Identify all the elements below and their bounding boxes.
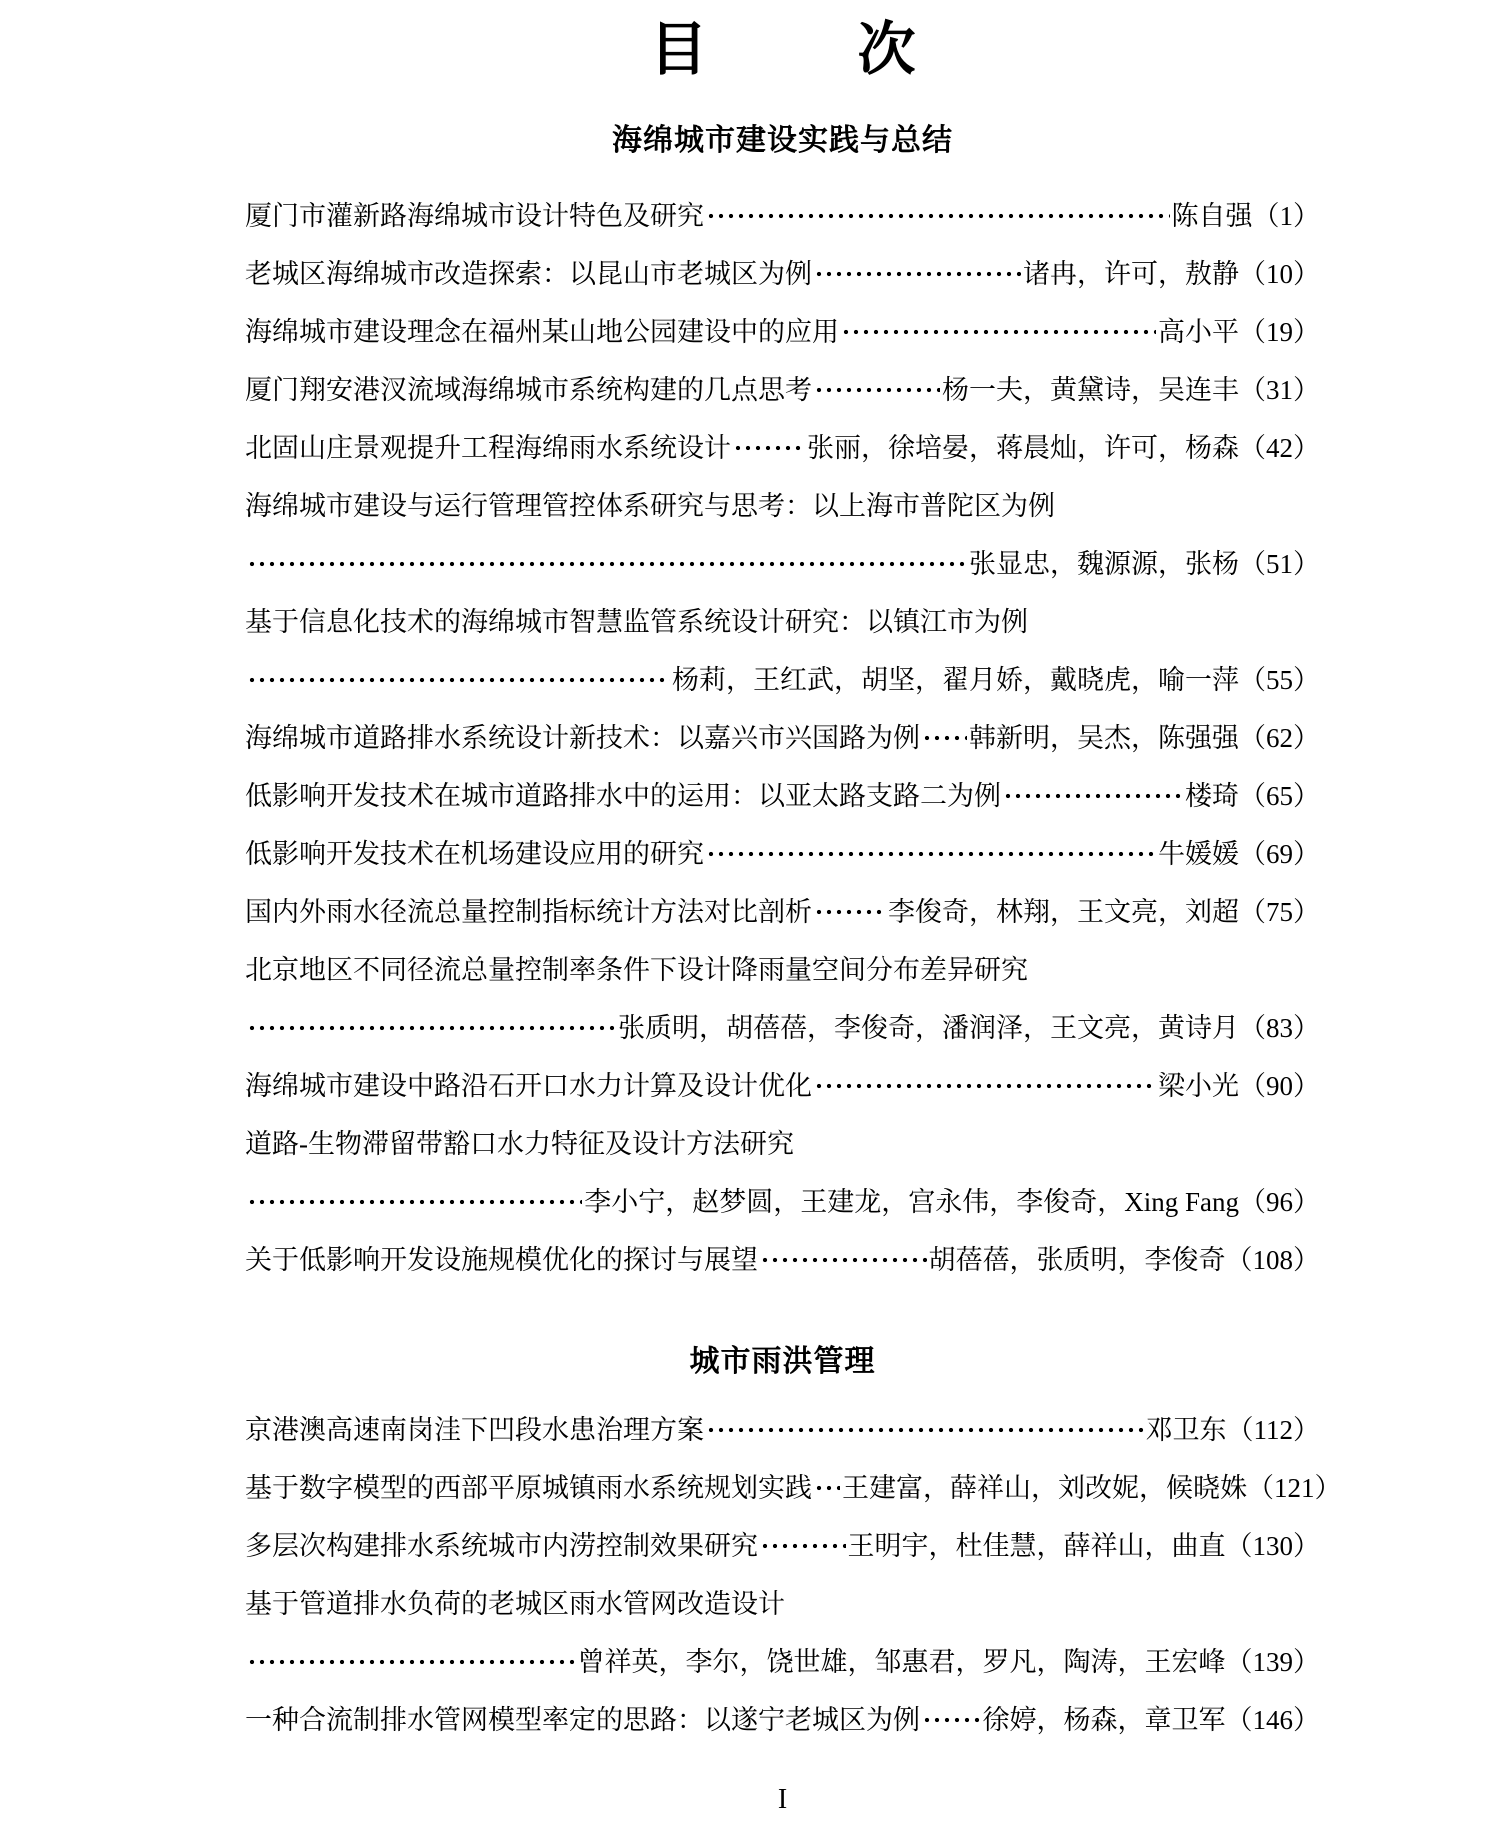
dot-leader: [814, 1057, 1156, 1115]
toc-entry: [245, 187, 1320, 245]
entry-page-number: （75）: [1239, 897, 1320, 927]
entry-page-number: （139）: [1225, 1647, 1320, 1677]
toc-entry: [245, 1691, 1320, 1749]
toc-entry-title-line: [245, 593, 1320, 651]
dot-leader: [247, 651, 670, 709]
toc-entry-authors-line: [245, 1173, 1320, 1231]
dot-leader: [814, 361, 940, 419]
entry-page-number: （1）: [1252, 201, 1320, 231]
dot-leader: [706, 825, 1156, 883]
toc-entry: [245, 1231, 1320, 1289]
entry-authors: 张质明，胡蓓蓓，李俊奇，潘润泽，王文亮，黄诗月: [618, 1013, 1239, 1043]
entry-title: 基于信息化技术的海绵城市智慧监管系统设计研究：以镇江市为例: [245, 607, 1028, 637]
dot-leader: [814, 1459, 840, 1517]
entry-authors: 李俊奇，林翔，王文亮，刘超: [888, 897, 1239, 927]
entry-page-number: （65）: [1239, 781, 1320, 811]
footer-page-number: I: [777, 1784, 788, 1815]
entry-title: 低影响开发技术在机场建设应用的研究: [245, 839, 704, 869]
entry-authors: 杨一夫，黄黛诗，吴连丰: [942, 375, 1239, 405]
dot-leader: [1003, 767, 1183, 825]
entry-page-number: （121）: [1247, 1473, 1342, 1503]
entry-authors: 王建富，薛祥山，刘改妮，候晓姝: [842, 1473, 1247, 1503]
entry-page-number: （62）: [1239, 723, 1320, 753]
toc-entry-title-line: [245, 941, 1320, 999]
dot-leader: [760, 1231, 927, 1289]
entry-authors: 高小平: [1158, 317, 1239, 347]
entry-authors: 曾祥英，李尔，饶世雄，邹惠君，罗凡，陶涛，王宏峰: [577, 1647, 1226, 1677]
entry-title: 海绵城市建设中路沿石开口水力计算及设计优化: [245, 1071, 812, 1101]
dot-leader: [706, 1401, 1144, 1459]
entry-title: 基于管道排水负荷的老城区雨水管网改造设计: [245, 1589, 785, 1619]
entry-authors: 梁小光: [1158, 1071, 1239, 1101]
entry-title: 多层次构建排水系统城市内涝控制效果研究: [245, 1531, 758, 1561]
entry-page-number: （130）: [1225, 1531, 1320, 1561]
entry-title: 北固山庄景观提升工程海绵雨水系统设计: [245, 433, 731, 463]
toc-entry: [245, 419, 1320, 477]
toc-entry-authors-line: [245, 999, 1320, 1057]
entry-title: 厦门市灌新路海绵城市设计特色及研究: [245, 201, 704, 231]
page-title-char-1: 目: [649, 17, 708, 82]
entry-page-number: （69）: [1239, 839, 1320, 869]
entry-page-number: （112）: [1226, 1415, 1320, 1445]
dot-leader: [247, 535, 967, 593]
section-heading-sponge-city: 海绵城市建设实践与总结: [612, 124, 953, 157]
dot-leader: [922, 709, 967, 767]
entry-page-number: （42）: [1239, 433, 1320, 463]
entry-title: 老城区海绵城市改造探索：以昆山市老城区为例: [245, 259, 812, 289]
toc-entry: [245, 1517, 1320, 1575]
entry-title: 北京地区不同径流总量控制率条件下设计降雨量空间分布差异研究: [245, 955, 1028, 985]
toc-entry: [245, 709, 1320, 767]
entry-authors: 杨莉，王红武，胡坚，翟月娇，戴晓虎，喻一萍: [672, 665, 1239, 695]
entry-authors: 牛媛媛: [1158, 839, 1239, 869]
entry-title: 厦门翔安港汊流域海绵城市系统构建的几点思考: [245, 375, 812, 405]
entry-title: 关于低影响开发设施规模优化的探讨与展望: [245, 1245, 758, 1275]
entry-title: 一种合流制排水管网模型率定的思路：以遂宁老城区为例: [245, 1705, 920, 1735]
entry-page-number: （10）: [1239, 259, 1320, 289]
entry-authors: 张丽，徐培晏，蒋晨灿，许可，杨森: [807, 433, 1239, 463]
section-heading-urban-stormwater: 城市雨洪管理: [689, 1345, 876, 1378]
toc-entry: [245, 1401, 1320, 1459]
entry-authors: 张显忠，魏源源，张杨: [969, 549, 1239, 579]
entry-page-number: （146）: [1225, 1705, 1320, 1735]
entry-authors: 韩新明，吴杰，陈强强: [969, 723, 1239, 753]
dot-leader: [814, 245, 1021, 303]
dot-leader: [760, 1517, 846, 1575]
toc-entry-title-line: [245, 1115, 1320, 1173]
toc-entry: [245, 1459, 1342, 1517]
toc-content: [245, 0, 1342, 1749]
dot-leader: [814, 883, 886, 941]
entry-authors: 邓卫东: [1145, 1415, 1227, 1445]
toc-entry: [245, 883, 1320, 941]
dot-leader: [922, 1691, 981, 1749]
page-title-char-2: 次: [857, 17, 916, 82]
entry-title: 海绵城市道路排水系统设计新技术：以嘉兴市兴国路为例: [245, 723, 920, 753]
toc-entry: [245, 245, 1320, 303]
entry-page-number: （19）: [1239, 317, 1320, 347]
entry-authors: 胡蓓蓓，张质明，李俊奇: [928, 1245, 1226, 1275]
entry-title: 京港澳高速南岗洼下凹段水患治理方案: [245, 1415, 704, 1445]
entry-page-number: （96）: [1239, 1187, 1320, 1217]
toc-list-section-1: [245, 187, 1320, 1289]
entry-page-number: （90）: [1239, 1071, 1320, 1101]
entry-title: 基于数字模型的西部平原城镇雨水系统规划实践: [245, 1473, 812, 1503]
entry-authors: 徐婷，杨森，章卫军: [982, 1705, 1226, 1735]
entry-authors: 陈自强: [1171, 201, 1253, 231]
entry-page-number: （83）: [1239, 1013, 1320, 1043]
toc-list-section-2: [245, 1401, 1342, 1749]
toc-entry: [245, 361, 1320, 419]
entry-page-number: （108）: [1225, 1245, 1320, 1275]
toc-entry: [245, 303, 1320, 361]
entry-title: 国内外雨水径流总量控制指标统计方法对比剖析: [245, 897, 812, 927]
dot-leader: [841, 303, 1156, 361]
toc-entry-title-line: [245, 477, 1320, 535]
page-title: [245, 18, 1320, 82]
dot-leader: [247, 1633, 576, 1691]
entry-authors: 李小宁，赵梦圆，王建龙，宫永伟，李俊奇，Xing Fang: [584, 1187, 1239, 1217]
entry-authors: 楼琦: [1185, 781, 1239, 811]
entry-page-number: （51）: [1239, 549, 1320, 579]
dot-leader: [706, 187, 1170, 245]
entry-page-number: （55）: [1239, 665, 1320, 695]
entry-title: 海绵城市建设与运行管理管控体系研究与思考：以上海市普陀区为例: [245, 491, 1055, 521]
dot-leader: [247, 999, 616, 1057]
entry-authors: 诸冉，许可，敖静: [1023, 259, 1239, 289]
entry-title: 海绵城市建设理念在福州某山地公园建设中的应用: [245, 317, 839, 347]
entry-authors: 王明宇，杜佳慧，薛祥山，曲直: [847, 1531, 1226, 1561]
dot-leader: [733, 419, 805, 477]
toc-entry: [245, 825, 1320, 883]
toc-entry-authors-line: [245, 1633, 1320, 1691]
dot-leader: [247, 1173, 582, 1231]
toc-entry-authors-line: [245, 535, 1320, 593]
toc-entry-authors-line: [245, 651, 1320, 709]
entry-title: 道路-生物滞留带豁口水力特征及设计方法研究: [245, 1129, 794, 1159]
entry-page-number: （31）: [1239, 375, 1320, 405]
entry-title: 低影响开发技术在城市道路排水中的运用：以亚太路支路二为例: [245, 781, 1001, 811]
toc-entry: [245, 767, 1320, 825]
toc-entry: [245, 1057, 1320, 1115]
toc-entry-title-line: [245, 1575, 1320, 1633]
